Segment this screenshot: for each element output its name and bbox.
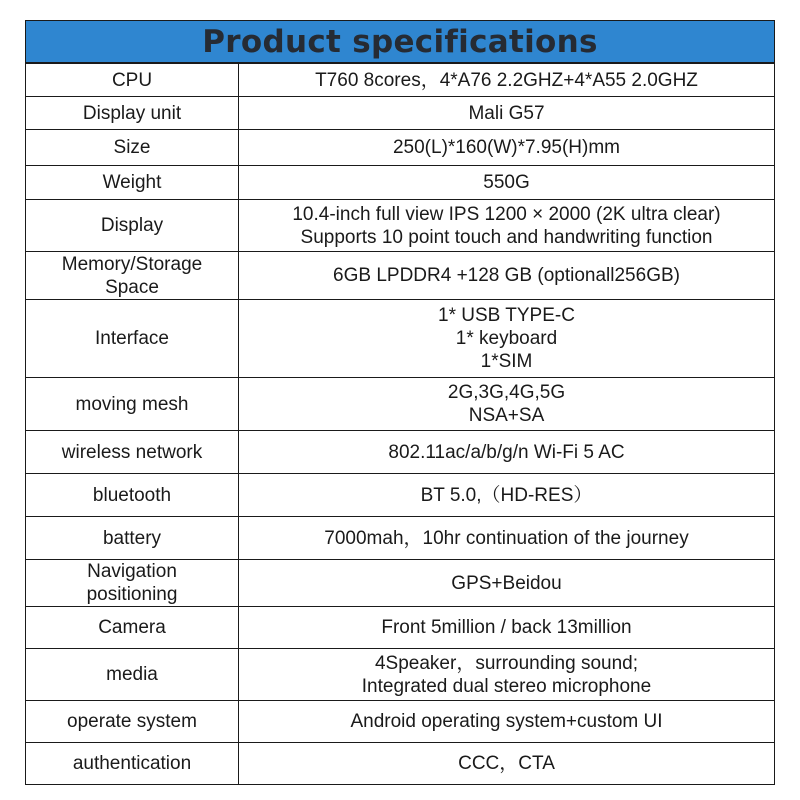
spec-row: [26, 97, 775, 130]
spec-label: moving mesh: [75, 393, 189, 415]
spec-table-body: [26, 64, 775, 785]
spec-row: [26, 166, 775, 200]
spec-label-cell: [26, 607, 239, 649]
spec-label: media: [106, 664, 158, 685]
spec-label-cell: [26, 166, 239, 200]
spec-label: bluetooth: [92, 484, 172, 506]
spec-value-cell: [239, 252, 775, 300]
spec-row: [26, 560, 775, 607]
spec-label: Weight: [102, 172, 162, 193]
spec-value: 1*SIM: [480, 351, 533, 372]
spec-row: [26, 701, 775, 743]
spec-label-cell: [26, 130, 239, 166]
spec-row: [26, 64, 775, 97]
spec-label-cell: [26, 701, 239, 743]
spec-value: Mali G57: [468, 102, 545, 124]
spec-label-cell: [26, 300, 239, 378]
spec-value: BT 5.0,（HD-RES）: [420, 484, 593, 506]
spec-value-cell: [239, 743, 775, 785]
spec-value: 1* USB TYPE-C: [438, 305, 575, 326]
spec-label-cell: [26, 474, 239, 517]
spec-value: Supports 10 point touch and handwriting function: [300, 226, 713, 248]
spec-row: [26, 431, 775, 474]
spec-label-cell: [26, 97, 239, 130]
spec-label: Display: [100, 215, 164, 236]
spec-label: wireless network: [61, 441, 203, 463]
spec-value-cell: [239, 560, 775, 607]
spec-value-cell: [239, 378, 775, 431]
spec-row: [26, 474, 775, 517]
spec-value: 550G: [483, 172, 530, 193]
spec-label: Size: [113, 137, 151, 158]
spec-label: Memory/Storage: [61, 253, 203, 275]
spec-label: Navigation: [87, 561, 177, 582]
spec-row: [26, 378, 775, 431]
spec-table: [25, 63, 775, 785]
spec-label: Space: [105, 276, 159, 298]
spec-value-cell: [239, 474, 775, 517]
spec-value-cell: [239, 64, 775, 97]
spec-label-cell: [26, 378, 239, 431]
spec-value-cell: [239, 300, 775, 378]
spec-label-cell: [26, 649, 239, 701]
spec-row: [26, 517, 775, 560]
spec-value-cell: [239, 200, 775, 252]
spec-value: 250(L)*160(W)*7.95(H)mm: [392, 137, 620, 158]
spec-value: 7000mah，10hr continuation of the journey: [324, 527, 689, 549]
spec-label-cell: [26, 743, 239, 785]
spec-value: NSA+SA: [468, 405, 545, 426]
spec-value-cell: [239, 166, 775, 200]
spec-label-cell: [26, 431, 239, 474]
spec-value: 10.4-inch full view IPS 1200 × 2000 (2K ultra clear): [292, 203, 721, 225]
spec-value-cell: [239, 517, 775, 560]
spec-label: battery: [102, 527, 162, 549]
spec-value: GPS+Beidou: [451, 572, 562, 594]
spec-label: positioning: [86, 584, 178, 605]
spec-label: CPU: [111, 69, 153, 91]
spec-value-cell: [239, 701, 775, 743]
spec-label-cell: [26, 560, 239, 607]
spec-value: 2G,3G,4G,5G: [447, 382, 566, 403]
spec-value-cell: [239, 97, 775, 130]
spec-value: Front 5million / back 13million: [381, 617, 632, 638]
spec-label: Camera: [98, 617, 166, 638]
spec-label-cell: [26, 252, 239, 300]
spec-value: 4Speaker，surrounding sound;: [374, 652, 638, 674]
spec-value: Android operating system+custom UI: [350, 711, 663, 732]
spec-value-cell: [239, 431, 775, 474]
spec-value-cell: [239, 130, 775, 166]
spec-value: 6GB LPDDR4 +128 GB (optionall256GB): [333, 265, 680, 286]
spec-sheet: [25, 20, 775, 785]
spec-value: CCC，CTA: [458, 753, 555, 774]
spec-value: 1* keyboard: [455, 328, 558, 349]
spec-value-cell: [239, 649, 775, 701]
spec-label: Interface: [95, 328, 169, 349]
spec-row: [26, 252, 775, 300]
spec-label-cell: [26, 64, 239, 97]
page-title: Product specifications: [202, 23, 598, 60]
title-bar: [25, 20, 775, 63]
spec-row: [26, 607, 775, 649]
spec-row: [26, 200, 775, 252]
spec-row: [26, 130, 775, 166]
spec-label: authentication: [72, 753, 192, 774]
spec-label: Display unit: [82, 102, 182, 124]
spec-label: operate system: [67, 711, 197, 732]
spec-label-cell: [26, 517, 239, 560]
spec-value: Integrated dual stereo microphone: [361, 675, 652, 697]
spec-value-cell: [239, 607, 775, 649]
spec-value: T760 8cores，4*A76 2.2GHZ+4*A55 2.0GHZ: [315, 69, 698, 91]
spec-row: [26, 300, 775, 378]
spec-row: [26, 743, 775, 785]
spec-label-cell: [26, 200, 239, 252]
spec-value: 802.11ac/a/b/g/n Wi-Fi 5 AC: [388, 441, 625, 463]
spec-row: [26, 649, 775, 701]
